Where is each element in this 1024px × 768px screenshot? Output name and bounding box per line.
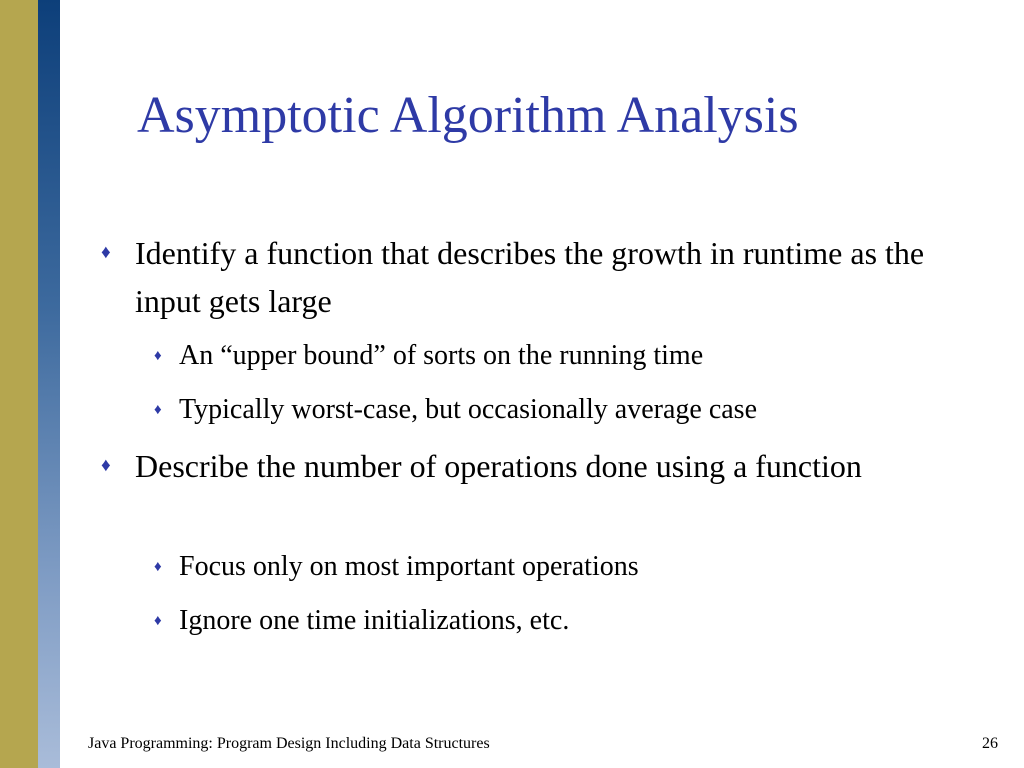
- subbullet-item-1-1: [154, 338, 969, 374]
- bullet-text: Describe the number of operations done using a function: [135, 448, 862, 484]
- subbullet-item-2-1: [154, 549, 969, 585]
- subbullet-text: Typically worst-case, but occasionally average case: [179, 394, 758, 425]
- diamond-bullet-icon: ♦: [101, 455, 111, 476]
- subbullet-text: Focus only on most important operations: [179, 551, 639, 582]
- bullet-item-2: [101, 442, 925, 490]
- diamond-bullet-icon: ♦: [154, 348, 162, 364]
- bullet-text: Identify a function that describes the growth in runtime as the input gets large: [135, 235, 925, 319]
- slide-title: Asymptotic Algorithm Analysis: [137, 87, 799, 144]
- page-number: 26: [982, 735, 998, 752]
- diamond-bullet-icon: ♦: [154, 402, 162, 418]
- diamond-bullet-icon: ♦: [154, 613, 162, 629]
- bullet-item-1: [101, 229, 925, 325]
- subbullet-text: Ignore one time initializations, etc.: [179, 605, 570, 636]
- diamond-bullet-icon: ♦: [101, 242, 111, 263]
- subbullet-item-1-2: [154, 392, 969, 428]
- subbullet-text: An “upper bound” of sorts on the running time: [179, 340, 704, 371]
- subbullet-item-2-2: [154, 603, 969, 639]
- footer-course-title: Java Programming: Program Design Including Data Structures: [88, 735, 490, 752]
- diamond-bullet-icon: ♦: [154, 559, 162, 575]
